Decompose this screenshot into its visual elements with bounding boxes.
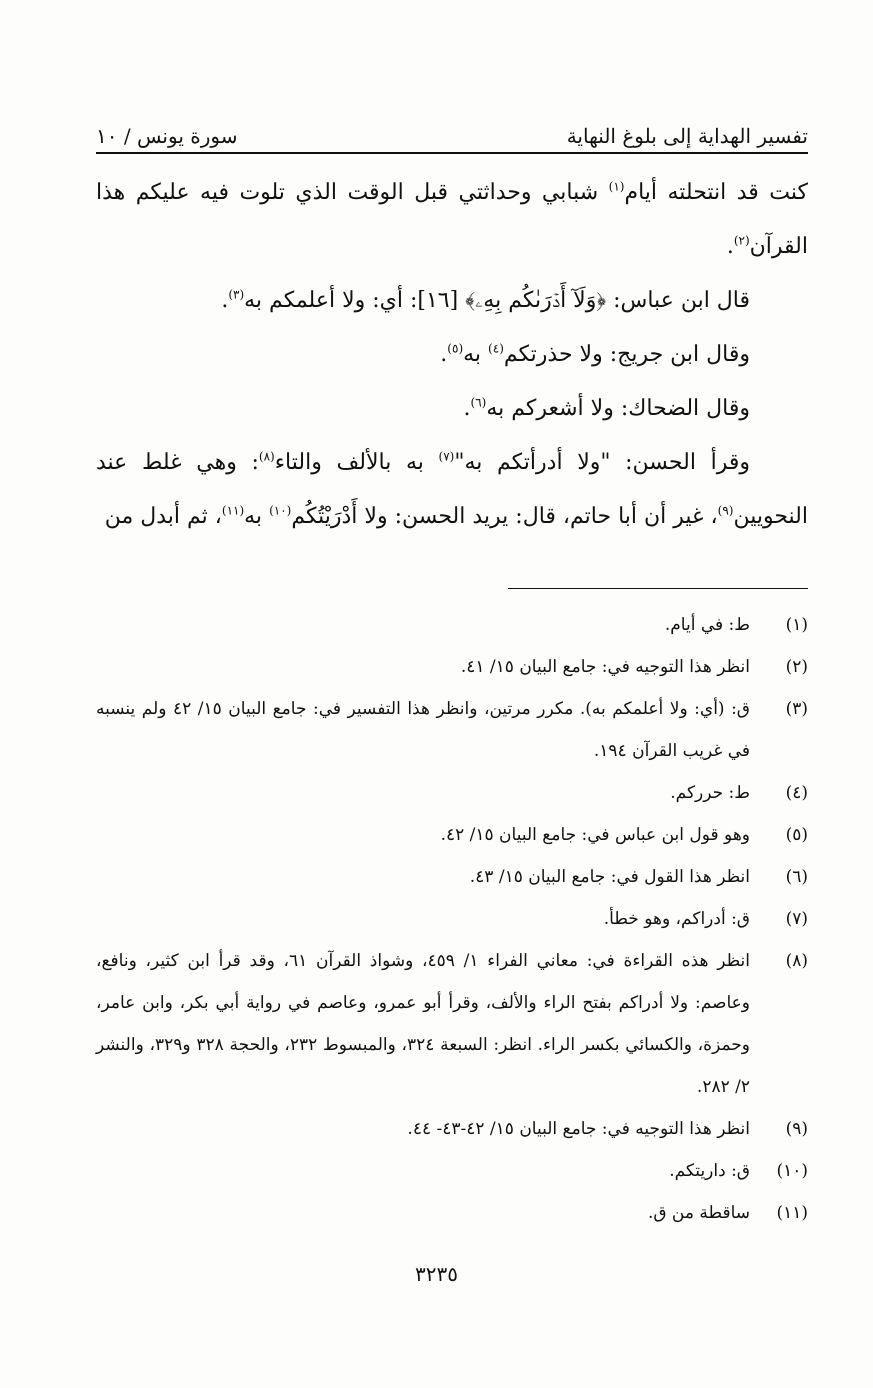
footnote-number: (٧) [785,909,808,929]
para2-text-a: قال ابن عباس: ﴿وَلَآ أَدۡرَىٰكُم بِهِۦ﴾ [١٦]: أي: ولا أعلمكم به [244,288,750,313]
footnote-number: (١١) [776,1203,808,1223]
footnote-text: انظر هذه القراءة في: معاني الفراء ١/ ٤٥٩، وشواذ القرآن ٦١، وقد قرأ ابن كثير، ونافع، وعاصم: ولا أدراكم بفتح الراء والألف، وقرأ أبو عمرو، وعاصم في رواية أبي بكر، وابن عامر، وحمزة، والكسائي بكسر الراء. انظر: السبعة ٣٢٤، والمبسوط ٢٣٢، والحجة ٣٢٨ و٣٢٩، والنشر ٢/ ٢٨٢. [96,951,750,1097]
footnote-number: (٤) [785,783,808,803]
footnote-number: (٩) [785,1119,808,1139]
main-text [96,166,808,544]
para1-text-a: كنت قد انتحلته أيام [624,180,808,205]
footnote-number: (١) [785,615,808,635]
footnote-text: ق: (أي: ولا أعلمكم به). مكرر مرتين، وانظر هذا التفسير في: جامع البيان ١٥/ ٤٢ ولم ينسبه في غريب القرآن ١٩٤. [96,699,750,761]
footnote-number: (٥) [785,825,808,845]
footnote-item [96,898,808,940]
footnote-ref-7: (٧) [438,449,455,464]
footnote-item [96,1150,808,1192]
footnote-item [96,1192,808,1234]
footnote-item [96,772,808,814]
para3-text-c: . [440,342,448,367]
para1-text-b: شبابي وحداثتي قبل الوقت الذي تلوت فيه عليكم هذا القرآن [96,180,808,259]
footnote-text: ق: داريتكم. [669,1161,750,1181]
footnote-text: ق: أدراكم، وهو خطأ. [603,909,750,929]
footnote-text: انظر هذا القول في: جامع البيان ١٥/ ٤٣. [469,867,750,887]
footnote-item [96,646,808,688]
footnote-ref-5: (٥) [447,341,464,356]
footnote-ref-4: (٤) [488,341,504,356]
para5-text-a: وقرأ الحسن: "ولا أدرأتكم به" [454,450,750,475]
footnote-item [96,604,808,646]
footnote-ref-3: (٣) [228,287,245,302]
footnote-number: (٦) [785,867,808,887]
footnote-item [96,1108,808,1150]
footnote-text: وهو قول ابن عباس في: جامع البيان ١٥/ ٤٢. [440,825,750,845]
paragraph-5 [96,436,808,544]
footnote-ref-2: (٢) [733,233,750,248]
footnote-item [96,856,808,898]
page-number: ٣٢٣٥ [415,1262,458,1286]
para5-text-e: به [244,504,270,529]
footnote-rule [508,588,808,589]
header-rule [96,152,808,154]
surah-label: سورة يونس / ١٠ [96,124,238,148]
footnote-text: انظر هذا التوجيه في: جامع البيان ١٥/ ٤١. [460,657,750,677]
footnote-text: ط: حررکم. [670,783,750,803]
footnote-ref-9: (٩) [717,503,734,518]
footnote-text: ساقطة من ق. [647,1203,750,1223]
para5-text-f: ، ثم أبدل من [104,504,222,529]
para3-text-a: وقال ابن جريج: ولا حذرتكم [503,342,750,367]
book-title: تفسير الهداية إلى بلوغ النهاية [566,124,808,148]
para5-text-b: به بالألف والتاء [274,450,439,475]
footnote-ref-11: (١١) [221,503,245,518]
footnote-item [96,814,808,856]
footnote-text: ط: في أيام. [664,615,750,635]
para1-text-c: . [726,234,734,259]
footnote-ref-10: (١٠) [269,503,292,518]
para4-text-b: . [463,396,471,421]
footnote-item [96,688,808,772]
footnote-text: انظر هذا التوجيه في: جامع البيان ١٥/ ٤٢-٤٣- ٤٤. [407,1119,750,1139]
paragraph-3 [96,328,808,382]
para5-text-d: ، غير أن أبا حاتم، قال: يريد الحسن: ولا أَدْرَيْتُكُم [291,504,718,529]
para3-text-b: به [463,342,489,367]
paragraph-2 [96,274,808,328]
paragraph-1 [96,166,808,274]
paragraph-4 [96,382,808,436]
footnote-ref-6: (٦) [470,395,487,410]
running-header [96,108,808,148]
footnote-item [96,940,808,1108]
footnote-number: (٨) [785,951,808,971]
footnote-ref-1: (١) [608,179,625,194]
footnotes [96,604,808,1234]
para4-text-a: وقال الضحاك: ولا أشعركم به [486,396,750,421]
footnote-number: (١٠) [776,1161,808,1181]
footnote-number: (٢) [785,657,808,677]
para2-text-b: . [221,288,229,313]
footnote-number: (٣) [785,699,808,719]
para5-text-c: : وهي غلط عند النحويين [96,450,808,529]
footnote-ref-8: (٨) [258,449,275,464]
